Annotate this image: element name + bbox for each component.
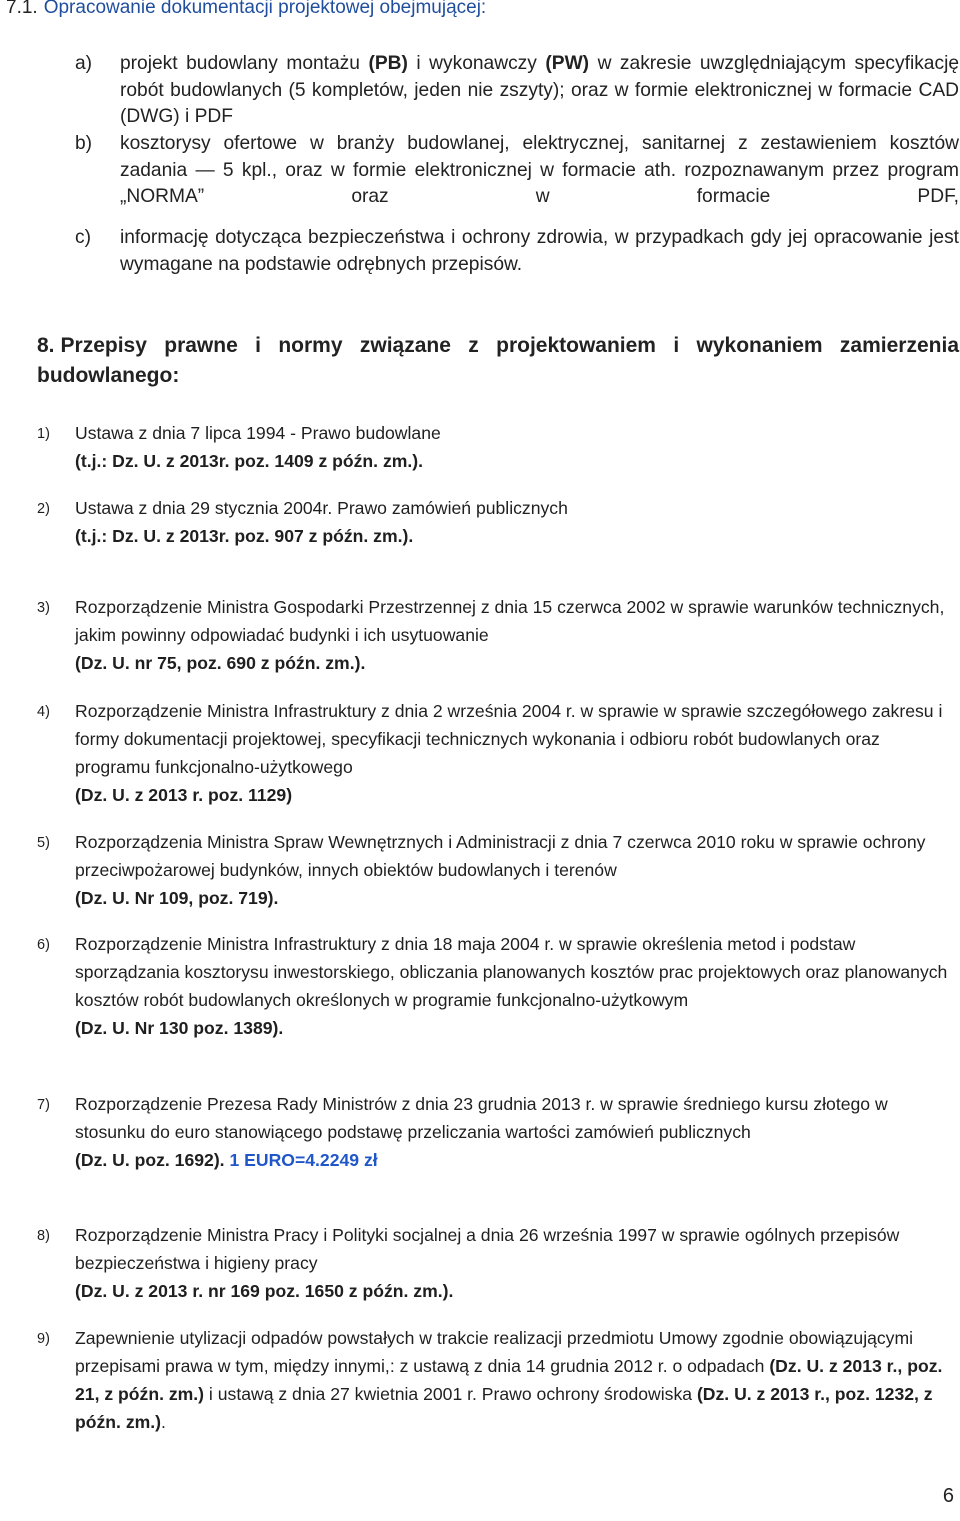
law-text: Rozporządzenia Ministra Spraw Wewnętrznych i Administracji z dnia 7 czerwca 2010 roku w sprawie ochrony przeciwpożarowej budynków, innych obiektów budowlanych i terenów bbox=[75, 832, 926, 880]
law-number: 7) bbox=[37, 1097, 50, 1113]
item-text: informację dotycząca bezpieczeństwa i ochrony zdrowia, w przypadkach gdy jej opracowanie jest wymagane na podstawie odrębnych przepisów. bbox=[120, 227, 959, 275]
law-number: 6) bbox=[37, 937, 50, 953]
law-text: Zapewnienie utylizacji odpadów powstałych w trakcie realizacji przedmiotu Umowy zgodnie obowiązującymi przepisami prawa w tym, między innymi,: z ustawą z dnia 14 grudnia 2012 r. o odpadach (Dz. U. z 2013 r., poz. 21, z późn. zm.) i ustawą z dnia 27 kwietnia 2001 r. Prawo ochrony środowiska (Dz. U. z 2013 r., poz. 1232, z późn. zm.). bbox=[75, 1328, 943, 1432]
law-item-6 bbox=[37, 930, 957, 1042]
law-reference: (Dz. U. z 2013 r. poz. 1129) bbox=[75, 785, 293, 805]
item-b bbox=[75, 131, 959, 211]
section-title: Opracowanie dokumentacji projektowej obejmującej: bbox=[43, 0, 487, 18]
law-number: 8) bbox=[37, 1228, 50, 1244]
law-text: Rozporządzenie Prezesa Rady Ministrów z dnia 23 grudnia 2013 r. w sprawie średniego kursu złotego w stosunku do euro stanowiącego podstawę przeliczania wartości zamówień publicznych bbox=[75, 1094, 888, 1142]
law-text: Rozporządzenie Ministra Pracy i Polityki socjalnej a dnia 26 września 1997 w sprawie ogólnych przepisów bezpieczeństwa i higieny pracy bbox=[75, 1225, 900, 1273]
law-reference: (Dz. U. z 2013 r. nr 169 poz. 1650 z późn. zm.). bbox=[75, 1281, 454, 1301]
law-item-5 bbox=[37, 828, 957, 912]
item-a bbox=[75, 51, 959, 131]
law-text: Rozporządzenie Ministra Infrastruktury z dnia 18 maja 2004 r. w sprawie określenia metod i podstaw sporządzania kosztorysu inwestorskiego, obliczania planowanych kosztów prac projektowych oraz planowanych kosztów robót budowlanych określonych w programie funkcjonalno-użytkowym bbox=[75, 934, 948, 1010]
law-number: 4) bbox=[37, 704, 50, 720]
law-number: 2) bbox=[37, 501, 50, 517]
law-reference: (Dz. U. poz. 1692). 1 EURO=4.2249 zł bbox=[75, 1150, 378, 1170]
law-item-8 bbox=[37, 1221, 957, 1305]
law-number: 3) bbox=[37, 600, 50, 616]
law-item-2 bbox=[37, 494, 957, 550]
section-number: 7.1. bbox=[6, 0, 38, 18]
law-reference: (t.j.: Dz. U. z 2013r. poz. 907 z późn. zm.). bbox=[75, 526, 414, 546]
section-7-1-heading bbox=[6, 0, 946, 22]
item-c bbox=[75, 225, 959, 278]
law-reference: (Dz. U. z 2013 r., poz. 21, z późn. zm.) bbox=[75, 1356, 943, 1404]
law-number: 5) bbox=[37, 835, 50, 851]
law-text: Ustawa z dnia 29 stycznia 2004r. Prawo zamówień publicznych bbox=[75, 498, 568, 518]
item-text: kosztorysy ofertowe w branży budowlanej, elektrycznej, sanitarnej z zestawieniem kosztów zadania — 5 kpl., oraz w formie elektronicznej w formacie ath. rozpoznawanym przez program „NORMA” oraz w formacie PDF, bbox=[120, 133, 959, 207]
law-reference: (Dz. U. Nr 130 poz. 1389). bbox=[75, 1018, 284, 1038]
item-text: projekt budowlany montażu (PB) i wykonawczy (PW) w zakresie uwzględniającym specyfikację robót budowlanych (5 kompletów, jeden nie zszyty); oraz w formie elektronicznej w formacie CAD (DWG) i PDF bbox=[120, 53, 960, 127]
law-number: 9) bbox=[37, 1331, 50, 1347]
law-reference: (t.j.: Dz. U. z 2013r. poz. 1409 z późn. zm.). bbox=[75, 451, 424, 471]
law-item-3 bbox=[37, 593, 957, 677]
law-text: Ustawa z dnia 7 lipca 1994 - Prawo budowlane bbox=[75, 423, 441, 443]
law-number: 1) bbox=[37, 426, 50, 442]
law-text: Rozporządzenie Ministra Gospodarki Przestrzennej z dnia 15 czerwca 2002 w sprawie warunków technicznych, jakim powinny odpowiadać budynki i ich usytuowanie bbox=[75, 597, 945, 645]
law-item-4 bbox=[37, 697, 957, 809]
section-8-heading: 8. Przepisy prawne i normy związane z projektowaniem i wykonaniem zamierzenia budowlanego: bbox=[37, 334, 959, 387]
law-item-9 bbox=[37, 1324, 957, 1436]
item-label: b) bbox=[75, 133, 93, 154]
law-reference: (Dz. U. Nr 109, poz. 719). bbox=[75, 888, 279, 908]
law-item-7 bbox=[37, 1090, 957, 1174]
law-reference: (Dz. U. nr 75, poz. 690 z późn. zm.). bbox=[75, 653, 366, 673]
item-label: c) bbox=[75, 227, 91, 248]
law-reference: (Dz. U. z 2013 r., poz. 1232, z późn. zm.) bbox=[75, 1384, 933, 1432]
page-number: 6 bbox=[942, 1485, 954, 1507]
item-label: a) bbox=[75, 53, 93, 74]
law-item-1 bbox=[37, 419, 957, 475]
law-text: Rozporządzenie Ministra Infrastruktury z dnia 2 września 2004 r. w sprawie w sprawie szczegółowego zakresu i formy dokumentacji projektowej, specyfikacji technicznych wykonania i odbioru robót budowlanych oraz programu funkcjonalno-użytkowego bbox=[75, 701, 943, 777]
euro-rate: 1 EURO=4.2249 zł bbox=[229, 1150, 378, 1170]
